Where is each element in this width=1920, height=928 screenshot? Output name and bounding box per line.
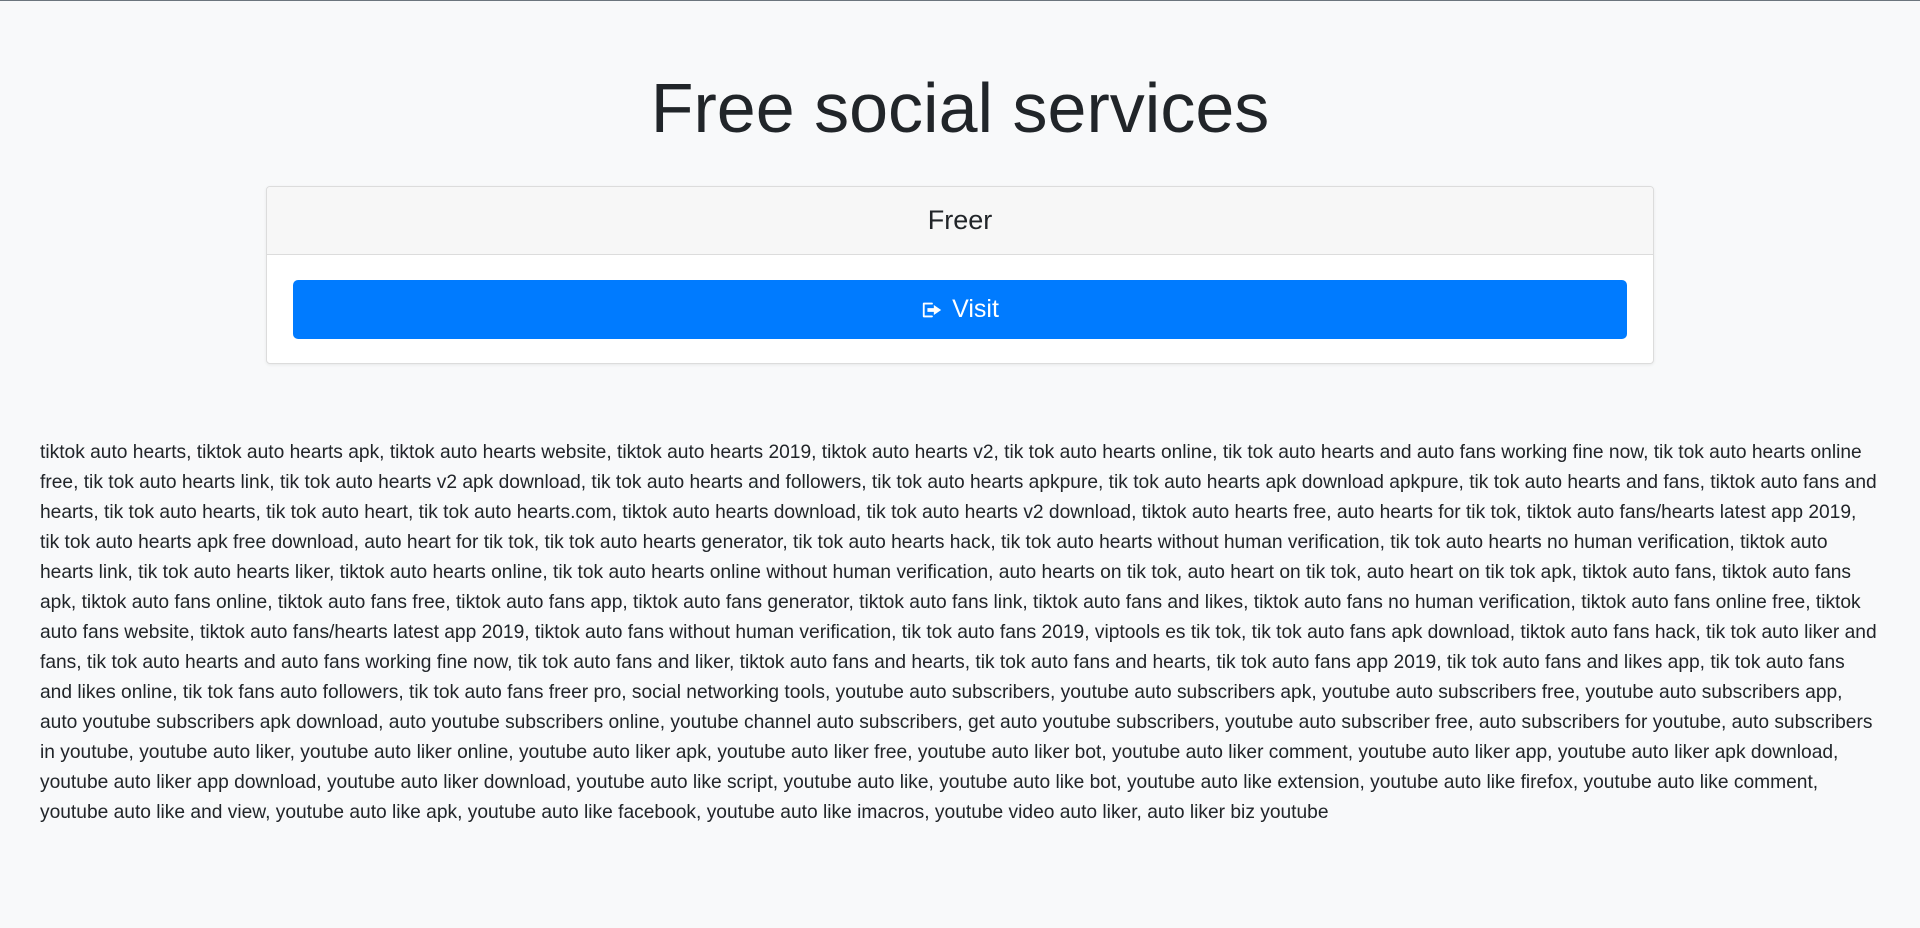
visit-button-label: Visit bbox=[952, 295, 999, 323]
keywords-text: tiktok auto hearts, tiktok auto hearts apk, tiktok auto hearts website, tiktok auto hearts 2019, tiktok auto hearts v2, tik tok auto hearts online, tik tok auto hearts and auto fans working fine now, tik tok auto hearts online free, tik tok auto hearts link, tik tok auto hearts v2 apk download, tik tok auto hearts and followers, tik tok auto hearts apkpure, tik tok auto hearts apk download apkpure, tik tok auto hearts and fans, tiktok auto fans and hearts, tik tok auto hearts, tik tok auto heart, tik tok auto hearts.com, tiktok auto hearts download, tik tok auto hearts v2 download, tiktok auto hearts free, auto hearts for tik tok, tiktok auto fans/hearts latest app 2019, tik tok auto hearts apk free download, auto heart for tik tok, tik tok auto hearts generator, tik tok auto hearts hack, tik tok auto hearts without human verification, tik tok auto hearts no human verification, tiktok auto hearts link, tik tok auto hearts liker, tiktok auto hearts online, tik tok auto hearts online without human verification, auto hearts on tik tok, auto heart on tik tok, auto heart on tik tok apk, tiktok auto fans, tiktok auto fans apk, tiktok auto fans online, tiktok auto fans free, tiktok auto fans app, tiktok auto fans generator, tiktok auto fans link, tiktok auto fans and likes, tiktok auto fans no human verification, tiktok auto fans online free, tiktok auto fans website, tiktok auto fans/hearts latest app 2019, tiktok auto fans without human verification, tik tok auto fans 2019, viptools es tik tok, tik tok auto fans apk download, tiktok auto fans hack, tik tok auto liker and fans, tik tok auto hearts and auto fans working fine now, tik tok auto fans and liker, tiktok auto fans and hearts, tik tok auto fans and hearts, tik tok auto fans app 2019, tik tok auto fans and likes app, tik tok auto fans and likes online, tik tok fans auto followers, tik tok auto fans freer pro, social networking tools, youtube auto subscribers, youtube auto subscribers apk, youtube auto subscribers free, youtube auto subscribers app, auto youtube subscribers apk download, auto youtube subscribers online, youtube channel auto subscribers, get auto youtube subscribers, youtube auto subscriber free, auto subscribers for youtube, auto subscribers in youtube, youtube auto liker, youtube auto liker online, youtube auto liker apk, youtube auto liker free, youtube auto liker bot, youtube auto liker comment, youtube auto liker app, youtube auto liker apk download, youtube auto liker app download, youtube auto liker download, youtube auto like script, youtube auto like, youtube auto like bot, youtube auto like extension, youtube auto like firefox, youtube auto like comment, youtube auto like and view, youtube auto like apk, youtube auto like facebook, youtube auto like imacros, youtube video auto liker, auto liker biz youtube bbox=[40, 442, 1877, 823]
visit-button[interactable] bbox=[293, 280, 1627, 339]
sign-out-icon bbox=[921, 299, 943, 321]
page-title: Free social services bbox=[650, 69, 1270, 147]
service-card bbox=[266, 186, 1654, 364]
card-header: Freer bbox=[267, 187, 1653, 255]
